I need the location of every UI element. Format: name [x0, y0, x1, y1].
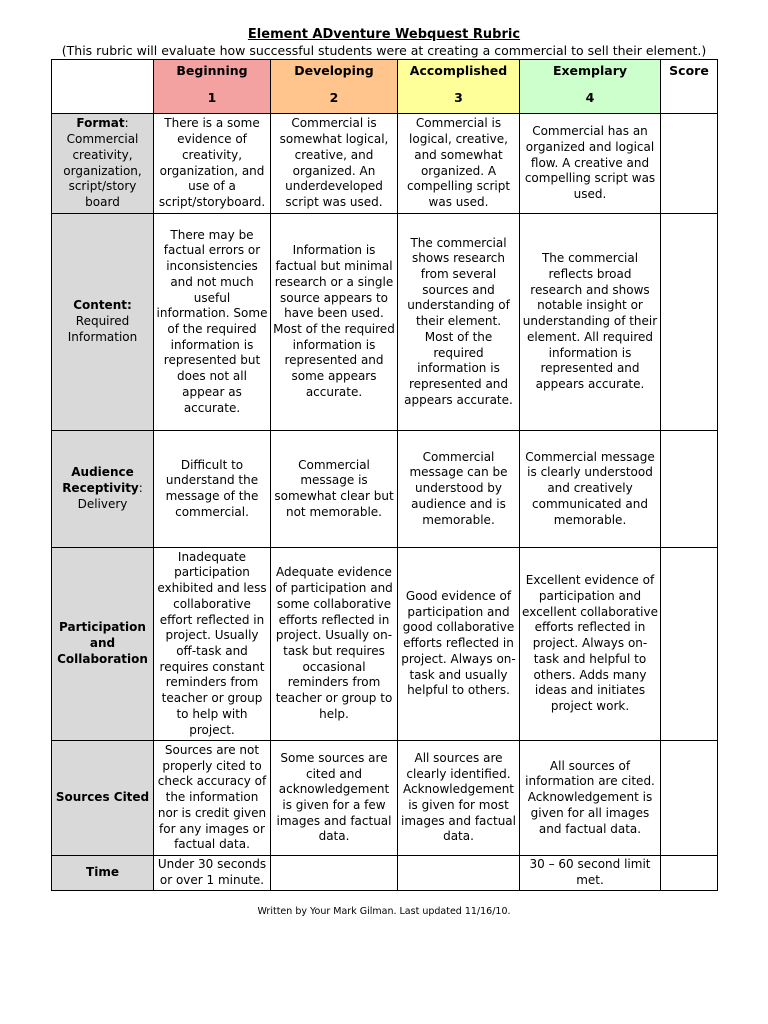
criterion-colon: : [138, 481, 143, 496]
criterion-participation [52, 548, 154, 741]
criterion-title: Sources Cited [55, 790, 150, 805]
rubric-cell: Good evidence of participation and good collaborative efforts reflected in project. Always on-task and usually helpful to others. [398, 548, 520, 741]
criterion-format [52, 114, 154, 214]
corner-cell [52, 60, 154, 114]
level-name: Beginning [176, 63, 248, 78]
criterion-content [52, 214, 154, 431]
level-header-beginning [154, 60, 271, 114]
score-cell[interactable] [661, 741, 718, 856]
criterion-colon: : [124, 116, 129, 131]
score-cell[interactable] [661, 114, 718, 214]
criterion-audience-receptivity [52, 431, 154, 548]
level-header-exemplary [520, 60, 661, 114]
score-label: Score [669, 63, 709, 78]
rubric-title: Element ADventure Webquest Rubric [247, 27, 521, 42]
level-number: 1 [207, 90, 217, 105]
score-cell[interactable] [661, 431, 718, 548]
level-number: 3 [454, 90, 463, 105]
criterion-detail: Commercial creativity, organization, script/story board [63, 132, 142, 209]
rubric-row-sources [52, 741, 718, 856]
rubric-cell: The commercial reflects broad research and shows notable insight or understanding of their element. All required information is represented and appears accurate. [520, 214, 661, 431]
criterion-sources-cited [52, 741, 154, 856]
rubric-cell: Excellent evidence of participation and excellent collaborative efforts reflected in project. Always on-task and helpful to others. Adds many ideas and initiates project work. [520, 548, 661, 741]
rubric-table [51, 59, 718, 891]
criterion-title: Format [76, 116, 125, 131]
score-cell[interactable] [661, 548, 718, 741]
rubric-cell: Sources are not properly cited to check accuracy of the information nor is credit given for any images or factual data. [154, 741, 271, 856]
rubric-cell: Commercial is somewhat logical, creative, and organized. An underdeveloped script was used. [271, 114, 398, 214]
rubric-cell: There is a some evidence of creativity, organization, and use of a script/storyboard. [154, 114, 271, 214]
rubric-cell: The commercial shows research from several sources and understanding of their element. Most of the required information is represented and appears accurate. [398, 214, 520, 431]
score-cell[interactable] [661, 214, 718, 431]
score-header [661, 60, 718, 114]
rubric-cell: 30 – 60 second limit met. [520, 856, 661, 891]
criterion-detail: Delivery [77, 496, 128, 511]
rubric-subtitle: (This rubric will evaluate how successful students were at creating a commercial to sell their element.) [61, 43, 707, 58]
criterion-title: Content: [73, 298, 132, 313]
criterion-title: Participation and Collaboration [57, 620, 148, 666]
rubric-cell: All sources are clearly identified. Acknowledgement is given for most images and factual data. [398, 741, 520, 856]
rubric-cell: Commercial message is clearly understood and creatively communicated and memorable. [520, 431, 661, 548]
rubric-cell: Some sources are cited and acknowledgement is given for a few images and factual data. [271, 741, 398, 856]
rubric-cell: Inadequate participation exhibited and less collaborative effort reflected in project. Usually off-task and requires constant reminders from teacher or group to help with project. [154, 548, 271, 741]
level-header-accomplished [398, 60, 520, 114]
rubric-cell: Information is factual but minimal research or a single source appears to have been used. Most of the required information is represented and some appears accurate. [271, 214, 398, 431]
level-header-developing [271, 60, 398, 114]
rubric-cell: Commercial message is somewhat clear but not memorable. [271, 431, 398, 548]
rubric-cell [398, 856, 520, 891]
rubric-cell: Commercial is logical, creative, and somewhat organized. A compelling script was used. [398, 114, 520, 214]
criterion-detail: Required Information [67, 314, 138, 344]
rubric-cell: There may be factual errors or inconsistencies and not much useful information. Some of the required information is represented but does not all appear as accurate. [154, 214, 271, 431]
level-name: Accomplished [409, 63, 508, 78]
criterion-time [52, 856, 154, 891]
rubric-cell: Under 30 seconds or over 1 minute. [154, 856, 271, 891]
rubric-row-time [52, 856, 718, 891]
level-header-row [52, 60, 718, 114]
rubric-cell: Difficult to understand the message of the commercial. [154, 431, 271, 548]
criterion-title: Audience Receptivity [62, 465, 139, 496]
level-name: Exemplary [552, 63, 628, 78]
rubric-row-content [52, 214, 718, 431]
criterion-title: Time [86, 865, 119, 880]
level-number: 4 [585, 90, 595, 105]
level-name: Developing [294, 63, 374, 78]
level-number: 2 [329, 90, 339, 105]
score-cell[interactable] [661, 856, 718, 891]
rubric-cell [271, 856, 398, 891]
rubric-cell: Commercial message can be understood by audience and is memorable. [398, 431, 520, 548]
rubric-cell: Commercial has an organized and logical flow. A creative and compelling script was used. [520, 114, 661, 214]
rubric-row-participation [52, 548, 718, 741]
rubric-cell: All sources of information are cited. Acknowledgement is given for all images and factual data. [520, 741, 661, 856]
rubric-footer: Written by Your Mark Gilman. Last updated 11/16/10. [257, 906, 511, 917]
rubric-cell: Adequate evidence of participation and some collaborative efforts reflected in project. Usually on-task but requires occasional reminders from teacher or group to help. [271, 548, 398, 741]
rubric-row-audience [52, 431, 718, 548]
rubric-row-format [52, 114, 718, 214]
